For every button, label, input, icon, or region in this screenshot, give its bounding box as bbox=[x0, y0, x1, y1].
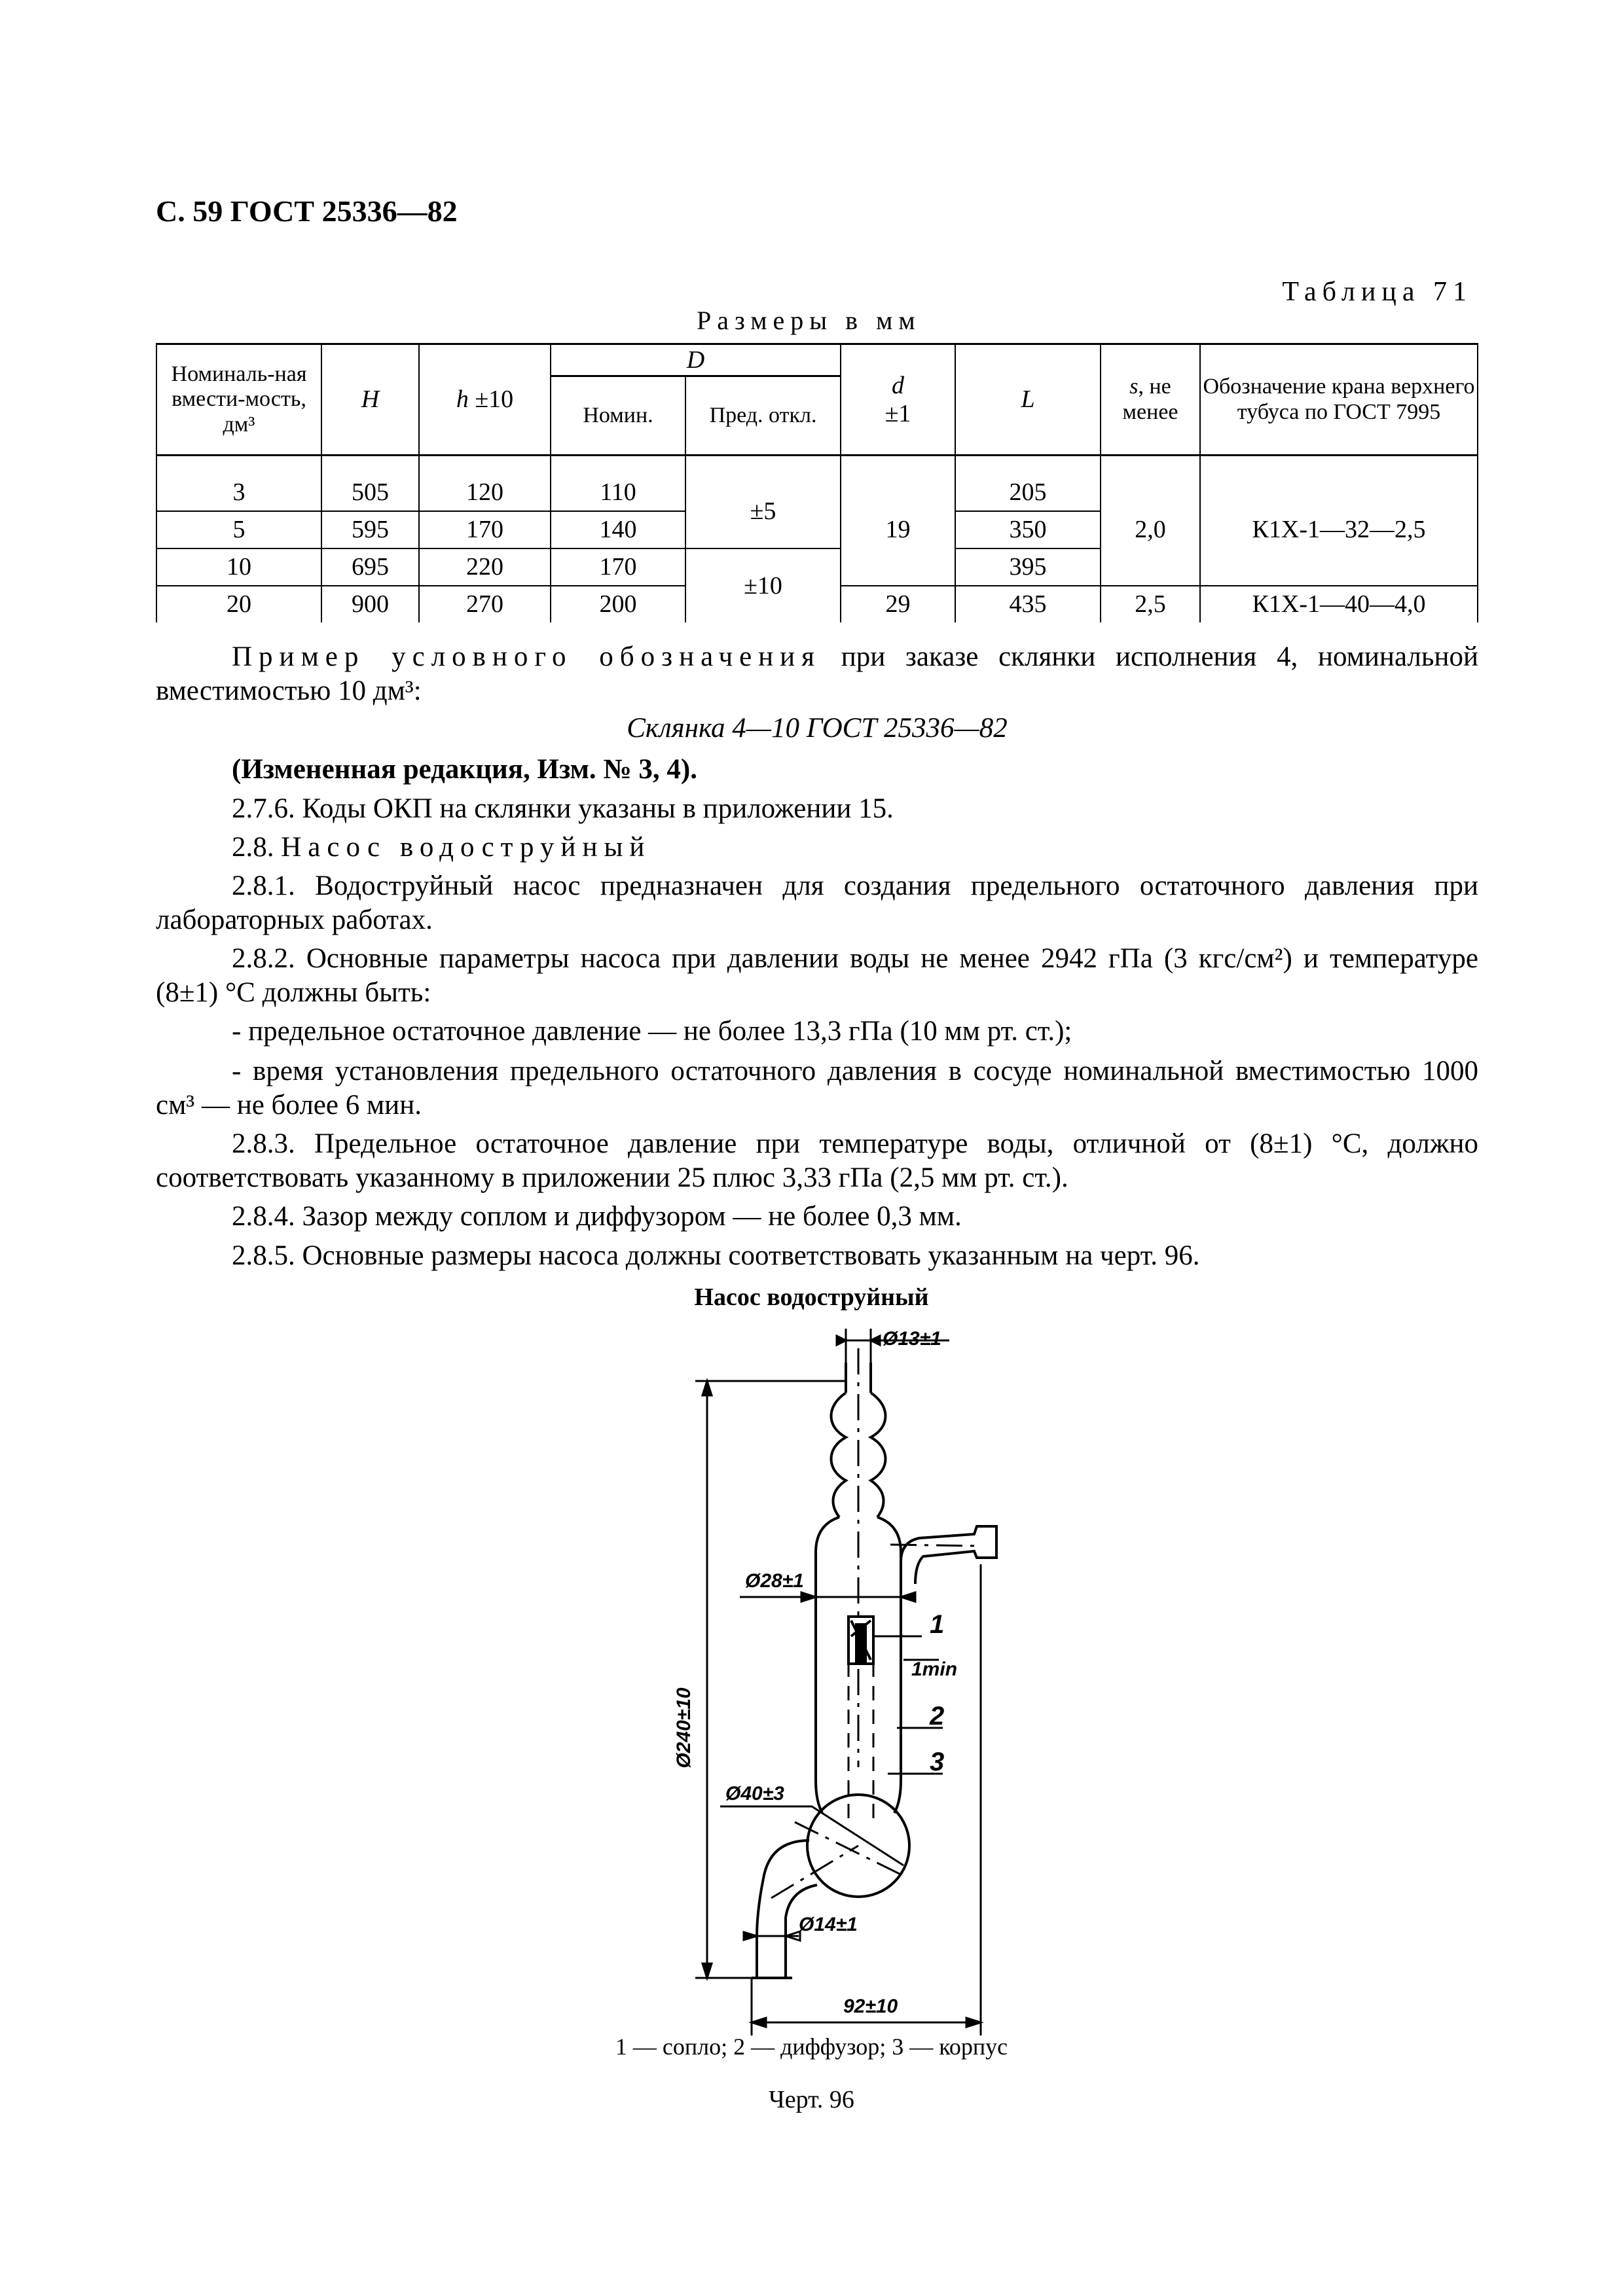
col-header-D-dev: Пред. откл. bbox=[685, 376, 841, 456]
s-cell-1: 2,0 bbox=[1101, 475, 1200, 586]
s-cell-2: 2,5 bbox=[1101, 586, 1200, 622]
dim-top-label: Ø13±1 bbox=[883, 1328, 941, 1350]
callout-3: 3 bbox=[930, 1748, 945, 1776]
paragraph-2-8-1: 2.8.1. Водоструйный насос предназначен для создания предельного остаточного давления при лабораторных работах. bbox=[156, 870, 1478, 935]
col-header-H: H bbox=[321, 344, 419, 456]
table-row: 10 695 220 170 ±10 395 bbox=[156, 548, 1478, 586]
col-header-D: D bbox=[551, 344, 841, 376]
dim-14-label: Ø14±1 bbox=[799, 1914, 858, 1935]
col-header-D-nom: Номин. bbox=[551, 376, 685, 456]
col-header-h: h ±10 bbox=[419, 344, 551, 456]
dim-width-label: 92±10 bbox=[843, 1996, 898, 2017]
table-row: 20 900 270 200 29 435 2,5 К1Х-1—40—4,0 bbox=[156, 586, 1478, 622]
section-2-8-heading: 2.8. Насос водоструйный bbox=[232, 832, 651, 863]
paragraph-2-8-5: 2.8.5. Основные размеры насоса должны соответствовать указанным на черт. 96. bbox=[232, 1240, 1200, 1271]
page-header: С. 59 ГОСТ 25336—82 bbox=[156, 194, 458, 228]
d-cell-1: 19 bbox=[841, 475, 955, 586]
dev-cell-1: ±5 bbox=[685, 475, 841, 548]
crane-cell-2: К1Х-1—40—4,0 bbox=[1200, 586, 1478, 622]
callout-1: 1 bbox=[930, 1610, 945, 1639]
example-paragraph: Пример условного обозначения при заказе склянки исполнения 4, номинальной вместимостью 10 дм³: bbox=[156, 641, 1478, 706]
paragraph-2-7-6: 2.7.6. Коды ОКП на склянки указаны в приложении 15. bbox=[232, 793, 894, 824]
col-header-crane: Обозначение крана верхнего тубуса по ГОСТ 7995 bbox=[1200, 344, 1478, 456]
dev-cell-2: ±10 bbox=[685, 548, 841, 622]
edition-note: (Измененная редакция, Изм. № 3, 4). bbox=[232, 754, 697, 785]
col-header-L: L bbox=[955, 344, 1101, 456]
crane-cell-1: К1Х-1—32—2,5 bbox=[1200, 475, 1478, 586]
paragraph-2-8-3: 2.8.3. Предельное остаточное давление при температуре воды, отличной от (8±1) °С, должно соответствовать указанному в приложении 25 плюс 3,33 гПа (2,5 мм рт. ст.). bbox=[156, 1128, 1478, 1193]
col-header-s: s, не менее bbox=[1101, 344, 1200, 456]
d-cell-2: 29 bbox=[841, 586, 955, 622]
callout-2: 2 bbox=[930, 1702, 945, 1731]
table-row: 5 595 170 140 350 bbox=[156, 511, 1478, 548]
figure-number: Черт. 96 bbox=[769, 2086, 854, 2113]
dim-28-label: Ø28±1 bbox=[745, 1570, 804, 1592]
figure-caption: 1 — сопло; 2 — диффузор; 3 — корпус bbox=[615, 2034, 1008, 2060]
dim-height-label: Ø240±10 bbox=[673, 1687, 695, 1768]
table-subtitle: Размеры в мм bbox=[697, 306, 921, 335]
col-header-nominal: Номиналь-ная вмести-мость, дм³ bbox=[156, 344, 321, 456]
paragraph-2-8-4: 2.8.4. Зазор между соплом и диффузором — не более 0,3 мм. bbox=[232, 1201, 962, 1232]
paragraph-2-8-2-b: - время установления предельного остаточного давления в сосуде номинальной вместимостью 1000 см³ — не более 6 мин. bbox=[156, 1056, 1478, 1121]
col-header-d: d ±1 bbox=[841, 344, 955, 456]
example-designation: Склянка 4—10 ГОСТ 25336—82 bbox=[627, 713, 1008, 744]
callout-1min: 1min bbox=[911, 1659, 958, 1680]
figure-title: Насос водоструйный bbox=[694, 1283, 929, 1311]
paragraph-2-8-2: 2.8.2. Основные параметры насоса при давлении воды не менее 2942 гПа (3 кгс/см²) и температуре (8±1) °С должны быть: bbox=[156, 943, 1478, 1008]
paragraph-2-8-2-a: - предельное остаточное давление — не более 13,3 гПа (10 мм рт. ст.); bbox=[232, 1016, 1072, 1047]
table-row: 3 505 120 110 ±5 19 205 2,0 К1Х-1—32—2,5 bbox=[156, 475, 1478, 511]
table-label: Таблица 71 bbox=[1282, 277, 1472, 307]
dim-40-label: Ø40±3 bbox=[725, 1783, 784, 1804]
